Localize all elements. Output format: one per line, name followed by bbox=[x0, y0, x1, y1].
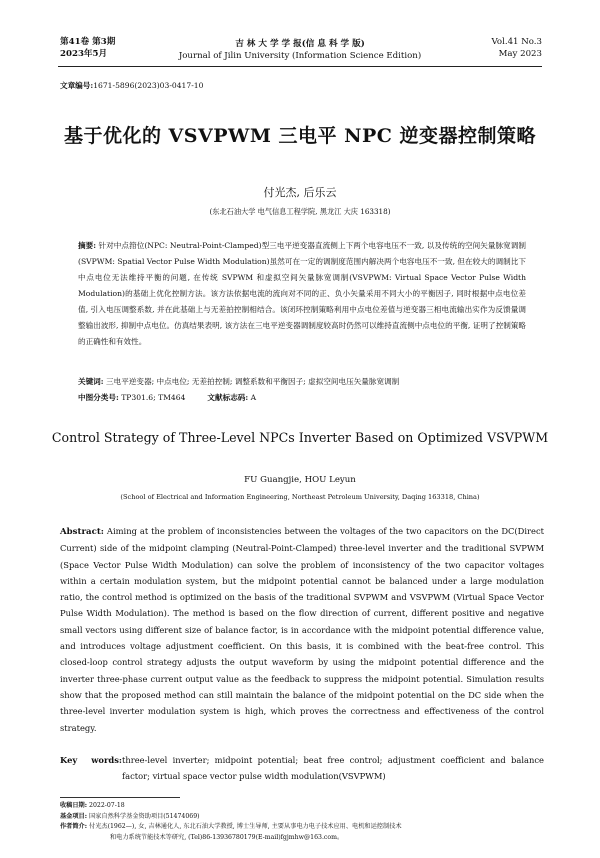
issue-date-cn: 2023年5月 bbox=[60, 49, 108, 59]
fund-project-value: 国家自然科学基金资助项目(51474069) bbox=[87, 812, 200, 820]
running-header-right bbox=[492, 36, 542, 60]
author-bio-contact: 和电力系统节能技术等研究, (Tel)86-13936780179(E-mail)fgjmhw@163.com。 bbox=[110, 833, 344, 841]
header-divider bbox=[58, 66, 542, 67]
author-bio bbox=[60, 822, 544, 833]
abstract-chinese bbox=[78, 238, 526, 350]
keywords-english-label: Key words: bbox=[60, 755, 122, 765]
footnote-divider bbox=[60, 797, 180, 798]
abstract-chinese-label: 摘要: bbox=[78, 241, 97, 250]
keywords-english bbox=[60, 752, 544, 785]
abstract-chinese-text: 针对中点箝位(NPC: Neutral-Point-Clamped)型三电平逆变器直流侧上下两个电容电压不一致, 以及传统的空间矢量脉宽调制(SVPWM: Spatial Vector Pulse Width Modulation)虽然可在一定的调制度范围内解决两个电容电压不一致, 但在较大的调制比下中点电位无法维持平衡的问题, 在传统 SVPWM 和虚拟空间矢量脉宽调制(VSVPWM: Virtual Space Vector Pulse Width Modulation)的基础上优化控制方法。该方法依据电流的流向对不同的正、负小矢量采用不同大小的平衡因子, 同时根据中点电位差值, 引入电压调整系数, 并在此基础上与无差拍控制相结合。该闭环控制策略利用中点电位差值与逆变器三相电流输出实作为反馈量调整输出波形, 抑制中点电位。仿真结果表明, 该方法在三电平逆变器调制度较高时仍然可以维持直流侧中点电位的平衡, 证明了控制策略的正确性和有效性。 bbox=[78, 241, 526, 346]
document-code-value: A bbox=[248, 393, 257, 402]
received-date-label: 收稿日期: bbox=[60, 802, 88, 809]
affiliation-chinese: (东北石油大学 电气信息工程学院, 黑龙江 大庆 163318) bbox=[209, 207, 391, 216]
abstract-english-text: Aiming at the problem of inconsistencies between the voltages of the two capacitors on the DC(Direct Current) side of the midpoint clamping (Neutral-Point-Clamped) three-level inverter and the traditional SVPWM (Space Vector Pulse Width Modulation) can solve the problem of inconsistency of the two capacitor voltages within a certain modulation system, but the midpoint potential cannot be balanced under a large modulation ratio, the control method is optimized on the basis of the traditional SVPWM and VSVPWM (Virtual Space Vector Pulse Width Modulation). The method is based on the flow direction of current, different positive and negative small vectors using different size of balance factor, is in accordance with the midpoint potential difference value, and introduces voltage adjustment coefficient. On this basis, it is combined with the beat-free control. This closed-loop control strategy adjusts the output waveform by using the midpoint potential difference and the inverter three-phase current output value as the feedback to suppress the midpoint potential. Simulation results show that the proposed method can still maintain the balance of the midpoint potential on the DC side when the three-level inverter modulation system is high, which proves the correctness and effectiveness of the control strategy. bbox=[60, 526, 544, 733]
abstract-english bbox=[60, 523, 544, 736]
volume-issue-en: Vol.41 No.3 bbox=[491, 37, 542, 47]
keywords-english-line2: factor; virtual space vector pulse width modulation(VSVPWM) bbox=[122, 771, 386, 782]
journal-name-cn: 吉 林 大 学 学 报(信 息 科 学 版) bbox=[235, 39, 365, 49]
volume-issue: 第41卷 第3期 bbox=[60, 37, 116, 47]
abstract-english-label: Abstract: bbox=[60, 527, 104, 537]
article-number-value: 1671-5896(2023)03-0417-10 bbox=[93, 81, 204, 90]
keywords-english-line bbox=[60, 752, 544, 768]
article-number-label: 文章编号: bbox=[60, 81, 94, 90]
keywords-english-line1: three-level inverter; midpoint potential; beat free control; adjustment coefficient and balance bbox=[122, 755, 544, 765]
document-code-label: 文献标志码: bbox=[207, 393, 249, 402]
authors-english: FU Guangjie, HOU Leyun bbox=[244, 475, 356, 485]
keywords-chinese bbox=[78, 374, 526, 390]
received-date bbox=[60, 801, 544, 812]
affiliation-english: (School of Electrical and Information Engineering, Northeast Petroleum University, Daqing 163318, China) bbox=[120, 493, 480, 501]
footnotes bbox=[60, 801, 544, 843]
fund-project bbox=[60, 812, 544, 823]
classification-chinese bbox=[78, 390, 526, 406]
article-number bbox=[60, 80, 203, 91]
title-english: Control Strategy of Three-Level NPCs Inverter Based on Optimized VSVPWM bbox=[51, 430, 549, 445]
journal-name-en: Journal of Jilin University (Information Science Edition) bbox=[178, 51, 422, 61]
issue-date-en: May 2023 bbox=[498, 49, 542, 59]
clc-number-value: TP301.6; TM464 bbox=[118, 393, 186, 402]
keywords-chinese-text: 三电平逆变器; 中点电位; 无差拍控制; 调整系数和平衡因子; 虚拟空间电压矢量脉宽调制 bbox=[103, 377, 400, 386]
author-bio-label: 作者简介: bbox=[60, 823, 88, 831]
author-bio-value: 付光杰(1962—), 女, 吉林通化人, 东北石油大学教授, 博士生导师, 主要从事电力电子技术应用、电机和运控制技术 bbox=[87, 823, 402, 831]
title-chinese: 基于优化的 VSVPWM 三电平 NPC 逆变器控制策略 bbox=[63, 125, 537, 147]
clc-number-label: 中图分类号: bbox=[78, 393, 119, 402]
fund-project-label: 基金项目: bbox=[60, 812, 88, 820]
received-date-value: 2022-07-18 bbox=[87, 802, 125, 809]
keywords-chinese-label: 关键词: bbox=[78, 377, 104, 386]
authors-chinese: 付光杰, 后乐云 bbox=[263, 186, 337, 199]
